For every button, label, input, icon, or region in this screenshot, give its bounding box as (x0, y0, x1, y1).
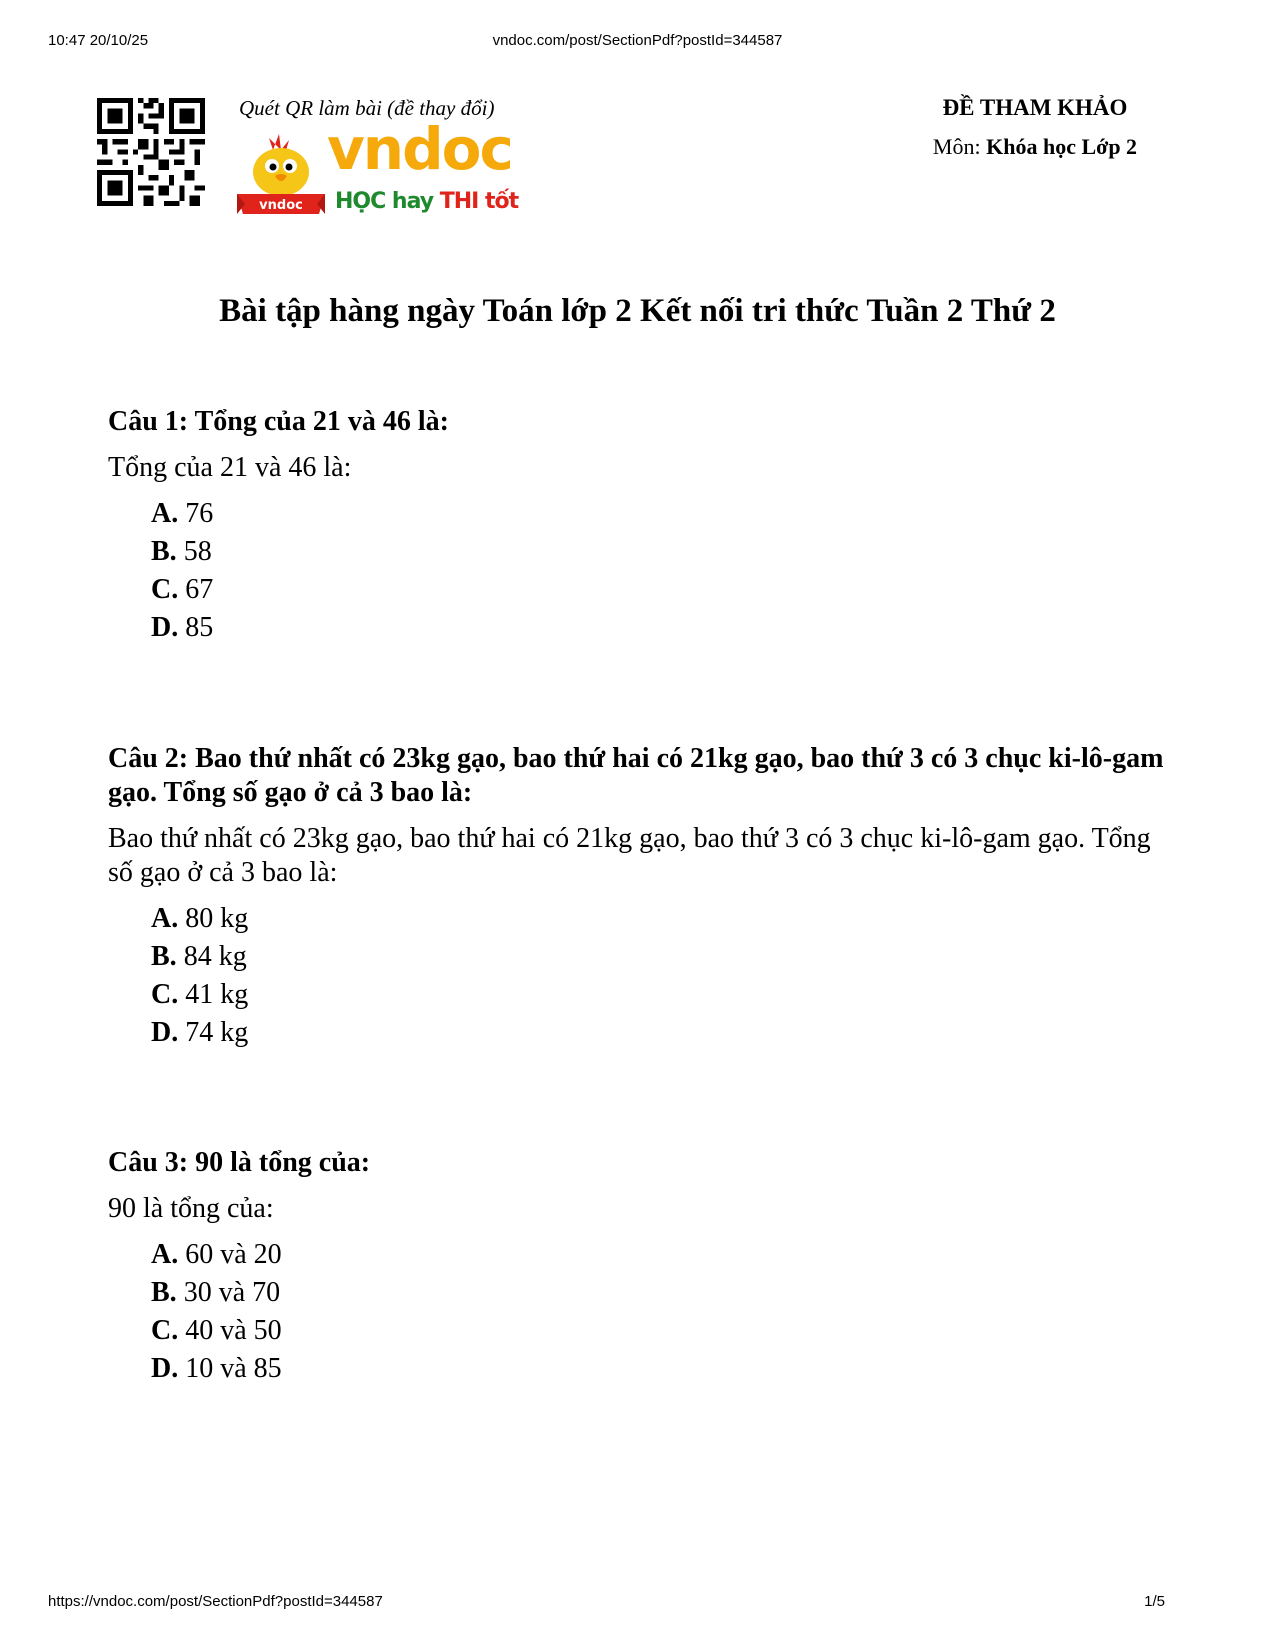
option-letter: A. (151, 903, 179, 934)
option-letter: B. (151, 1277, 177, 1308)
qr-code-icon[interactable] (97, 98, 205, 206)
print-footer-url: https://vndoc.com/post/SectionPdf?postId=344587 (48, 1593, 383, 1610)
exam-label: ĐỀ THAM KHẢO (942, 95, 1128, 120)
question-3 (108, 1146, 1168, 1388)
question-heading: Câu 3: 90 là tổng của: (108, 1147, 371, 1178)
option-text: 10 và 85 (178, 1353, 282, 1384)
option-b[interactable] (151, 938, 1168, 976)
slogan-thi-tot: THI tốt (439, 189, 519, 214)
option-letter: D. (151, 612, 179, 643)
option-letter: C. (151, 574, 179, 605)
print-page-indicator: 1/5 (1144, 1593, 1165, 1610)
question-1 (108, 405, 1168, 647)
option-letter: D. (151, 1353, 179, 1384)
option-c[interactable] (151, 1312, 1168, 1350)
print-footer (0, 1593, 1275, 1613)
print-header (0, 32, 1275, 52)
option-letter: A. (151, 498, 179, 529)
option-list (151, 1236, 1168, 1388)
option-text: 40 và 50 (178, 1315, 282, 1346)
question-heading: Câu 2: Bao thứ nhất có 23kg gạo, bao thứ hai có 21kg gạo, bao thứ 3 có 3 chục ki-lô-gam gạo. Tổng số gạo ở cả 3 bao là: (108, 743, 1164, 808)
question-2 (108, 742, 1168, 1052)
option-list (151, 495, 1168, 647)
option-d[interactable] (151, 609, 1168, 647)
option-d[interactable] (151, 1350, 1168, 1388)
option-b[interactable] (151, 1274, 1168, 1312)
slogan-hoc-hay: HỌC hay (335, 189, 440, 214)
option-letter: B. (151, 536, 177, 567)
option-letter: C. (151, 979, 179, 1010)
option-letter: B. (151, 941, 177, 972)
option-list (151, 900, 1168, 1052)
brand-word: vndoc (327, 115, 512, 183)
option-text: 84 kg (176, 941, 247, 972)
option-text: 76 (178, 498, 214, 529)
qr-caption: Quét QR làm bài (đề thay đổi) (239, 96, 495, 120)
vndoc-logo[interactable] (235, 96, 535, 226)
subject-value: Khóa học Lớp 2 (986, 134, 1138, 159)
question-body: Bao thứ nhất có 23kg gạo, bao thứ hai có 21kg gạo, bao thứ 3 có 3 chục ki-lô-gam gạo. Tổng số gạo ở cả 3 bao là: (108, 823, 1151, 888)
subject-label: Môn: (932, 134, 987, 159)
option-letter: D. (151, 1017, 179, 1048)
option-text: 67 (178, 574, 214, 605)
option-d[interactable] (151, 1014, 1168, 1052)
option-letter: C. (151, 1315, 179, 1346)
question-body: Tổng của 21 và 46 là: (108, 452, 352, 483)
option-c[interactable] (151, 571, 1168, 609)
option-text: 74 kg (178, 1017, 249, 1048)
option-c[interactable] (151, 976, 1168, 1014)
page-title: Bài tập hàng ngày Toán lớp 2 Kết nối tri thức Tuần 2 Thứ 2 (219, 293, 1056, 329)
option-b[interactable] (151, 533, 1168, 571)
option-text: 85 (178, 612, 214, 643)
option-text: 60 và 20 (178, 1239, 282, 1270)
option-letter: A. (151, 1239, 179, 1270)
question-body: 90 là tổng của: (108, 1193, 274, 1224)
option-a[interactable] (151, 495, 1168, 533)
print-datetime: 10:47 20/10/25 (48, 32, 149, 49)
chicken-mascot-icon (235, 130, 327, 220)
option-text: 30 và 70 (176, 1277, 281, 1308)
option-a[interactable] (151, 1236, 1168, 1274)
header-right (905, 94, 1165, 160)
question-heading: Câu 1: Tổng của 21 và 46 là: (108, 406, 449, 437)
option-a[interactable] (151, 900, 1168, 938)
subject-line (905, 134, 1165, 160)
option-text: 41 kg (178, 979, 249, 1010)
option-text: 80 kg (178, 903, 249, 934)
print-page-url: vndoc.com/post/SectionPdf?postId=344587 (492, 32, 783, 49)
brand-slogan (335, 189, 518, 214)
mascot-badge: vndoc (259, 198, 303, 213)
option-text: 58 (176, 536, 212, 567)
